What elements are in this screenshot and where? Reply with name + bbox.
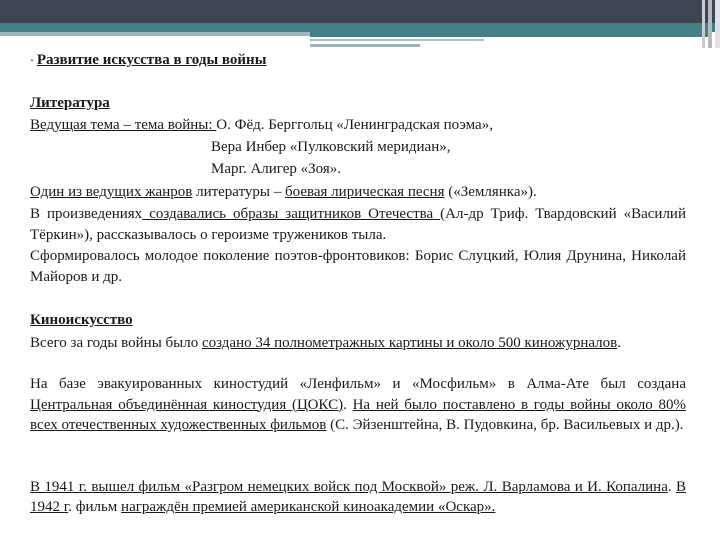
text-segment: . [343, 396, 353, 413]
cinema-paragraph [30, 477, 686, 517]
literature-paragraph [30, 204, 686, 246]
literature-line [30, 115, 686, 136]
underlined-text: В 1941 г. вышел фильм «Разгром немецких войск под Москвой» реж. Л. Варламова и И. Копалина [30, 479, 668, 495]
header-band-dark [0, 0, 720, 23]
decor-vertical-bar [708, 0, 712, 48]
header-band-light [0, 32, 310, 36]
cinema-paragraph [30, 374, 686, 436]
text-segment: В произведениях [30, 206, 143, 222]
bullet-icon: • [30, 55, 34, 67]
underlined-text: В 1942 г [30, 479, 686, 515]
slide-title [30, 50, 686, 72]
text-segment: . [617, 335, 621, 351]
underlined-text: Центральная объединённая киностудия (ЦОКС) [30, 396, 344, 413]
text-segment: Сформировалось молодое поколение поэтов-фронтовиков: Борис Слуцкий, Юлия Друнина, Николай Майоров и др. [30, 248, 686, 285]
literature-heading: Литература [30, 95, 110, 111]
underlined-text: На ней было поставлено в годы войны около 80% всех отечественных художественных фильмов [30, 396, 687, 433]
text-segment: («Землянка»). [444, 184, 537, 200]
text-segment: (С. Эйзенштейна, В. Пудовкина, бр. Васильевых и др.). [326, 417, 684, 433]
underlined-text: создано 34 полнометражных картины и около 500 киножурналов [201, 335, 618, 351]
text-segment: О. Фёд. Берггольц «Ленинградская поэма», [216, 117, 493, 133]
header-decor-line [310, 44, 420, 47]
literature-line [211, 137, 450, 158]
underlined-text: Один из ведущих жанров [30, 184, 193, 200]
literature-paragraph [30, 246, 686, 288]
decor-vertical-bar [702, 0, 705, 48]
title-text: Развитие искусства в годы войны [36, 52, 267, 68]
decor-vertical-bar [715, 0, 720, 48]
text-segment: . фильм [68, 499, 122, 515]
literature-line [211, 159, 341, 180]
text-segment: Марг. Алигер «Зоя». [211, 161, 342, 177]
text-segment: Всего за годы войны было [30, 335, 202, 351]
cinema-paragraph [30, 333, 686, 354]
text-segment: (Ал-др Триф. Твардовский «Василий Тёркин»), рассказывалось о героизме тружеников тыла. [30, 206, 686, 243]
underlined-text: Ведущая тема – тема войны: [30, 117, 217, 133]
header-band-teal [0, 23, 720, 32]
literature-paragraph [30, 182, 686, 203]
text-segment: Вера Инбер «Пулковский меридиан», [211, 139, 451, 155]
text-segment: . [667, 479, 676, 495]
header-band-teal-right [310, 32, 710, 37]
underlined-text: создавались образы защитников Отечества [142, 206, 441, 222]
text-segment: На базе эвакуированных киностудий «Ленфильм» и «Мосфильм» в Алма-Ате был создана [30, 376, 686, 392]
cinema-heading: Киноискусство [30, 312, 133, 328]
underlined-text: награждён премией американской киноакадемии «Оскар». [121, 499, 496, 515]
underlined-text: боевая лирическая песня [285, 184, 445, 200]
text-segment: литературы – [192, 184, 286, 200]
header-decor-line [310, 39, 484, 41]
